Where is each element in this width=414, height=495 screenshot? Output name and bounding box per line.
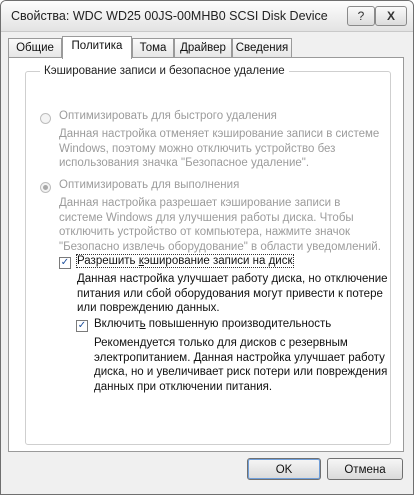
radio-selected-dot: [43, 185, 48, 190]
quick-removal-description: [59, 127, 379, 171]
write-caching-desc-line: питания или сбой оборудования могут привести к потере: [77, 287, 383, 300]
tab-volumes[interactable]: Тома: [132, 38, 174, 57]
label-text: Разрешить: [77, 255, 139, 267]
performance-desc-line: "Безопасно извлечь оборудование" в области уведомлений.: [59, 240, 381, 253]
quick-removal-desc-line: Данная настройка отменяет кэширование записи в системе: [59, 128, 380, 140]
quick-removal-label[interactable]: Оптимизировать для быстрого удаления: [59, 110, 277, 122]
policy-panel: [8, 57, 404, 452]
tab-driver[interactable]: Драйвер: [174, 38, 232, 57]
performance-desc-line: Данная настройка разрешает кэширование записи в: [59, 197, 341, 209]
enable-write-caching-checkbox[interactable]: ✓: [60, 257, 70, 268]
quick-removal-radio[interactable]: [40, 113, 51, 124]
tab-details[interactable]: Сведения: [232, 38, 292, 57]
write-caching-desc-line: Данная настройка улучшает работу диска, но отключение: [77, 273, 388, 285]
advanced-performance-label[interactable]: [94, 318, 331, 330]
label-text: эширование записи на диск: [143, 255, 293, 267]
label-text: Включит: [94, 318, 140, 330]
write-caching-desc-line: или повреждению данных.: [77, 302, 220, 314]
window-title: Свойства: WDC WD25 00JS-00MHB0 SCSI Disk Device: [11, 9, 328, 23]
title-bar: [1, 1, 413, 32]
tab-general[interactable]: Общие: [8, 38, 62, 57]
group-title: Кэширование записи и безопасное удаление: [40, 65, 289, 77]
write-caching-description: [77, 272, 388, 316]
ok-button[interactable]: OK: [247, 458, 321, 480]
advanced-performance-checkbox[interactable]: ✓: [77, 320, 87, 331]
performance-description: [59, 196, 381, 254]
performance-desc-line: отключить устройство от компьютера, нажмите значок: [59, 226, 351, 238]
performance-desc-line: системе Windows для улучшения работы диска. Чтобы: [59, 211, 354, 224]
accelerator-key: ь: [139, 318, 146, 330]
help-button[interactable]: ?: [347, 6, 375, 26]
enable-write-caching-label[interactable]: [77, 255, 293, 267]
advanced-desc-line: Рекомендуется только для дисков с резервным: [94, 337, 348, 349]
tab-policy[interactable]: Политика: [62, 36, 132, 59]
quick-removal-desc-line: Windows, поэтому можно отключить устройство без: [59, 142, 336, 155]
accelerator-key: к: [138, 255, 144, 267]
close-button[interactable]: X: [375, 6, 407, 26]
quick-removal-desc-line: использования значка "Безопасное удаление".: [59, 157, 310, 169]
performance-radio[interactable]: [40, 182, 51, 193]
performance-label[interactable]: Оптимизировать для выполнения: [59, 179, 240, 191]
advanced-desc-line: данных при отключении питания.: [94, 380, 273, 393]
label-text: повышенную производительность: [145, 318, 332, 330]
advanced-performance-description: [94, 336, 387, 394]
cancel-button[interactable]: Отмена: [327, 458, 403, 480]
advanced-desc-line: электропитанием. Данная настройка улучшает работу: [94, 351, 385, 364]
advanced-desc-line: диска, но и увеличивает риск потери или повреждения: [94, 366, 388, 378]
